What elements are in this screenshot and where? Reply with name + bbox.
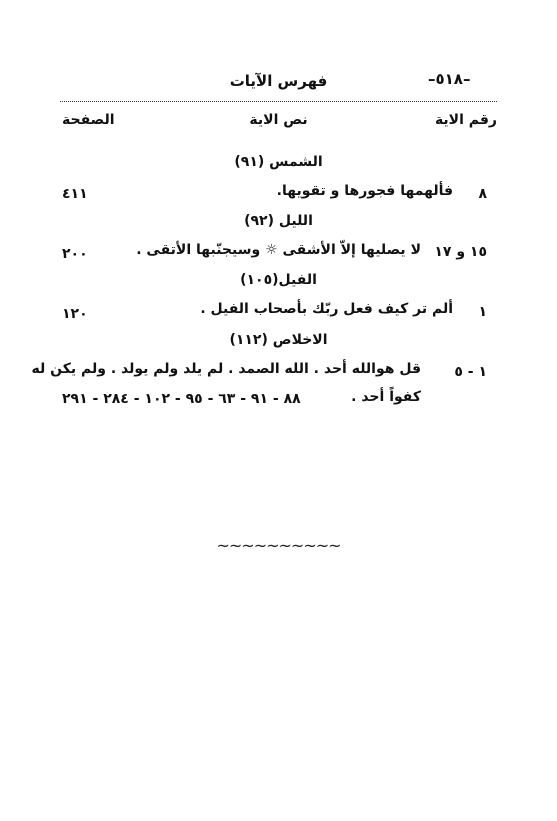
verse-number: ١ - ٥: [454, 364, 487, 380]
verse-number: ١٥ و ١٧: [434, 244, 487, 260]
surah-heading: الفيل(١٠٥): [240, 272, 317, 288]
running-title: فهرس الآيات: [229, 72, 328, 90]
verse-text: قل هوالله أحد . الله الصمد . لم يلد ولم يولد . ولم يكن له: [31, 361, 421, 377]
verse-text: فألهمها فجورها و تقويها.: [276, 183, 453, 199]
surah-heading: الليل (٩٢): [244, 213, 313, 229]
column-heading-verse-text: نص الاية: [249, 112, 308, 128]
page-number: –٥١٨–: [428, 70, 471, 88]
column-heading-page: الصفحة: [62, 112, 115, 128]
surah-heading: الاخلاص (١١٢): [229, 332, 328, 348]
verse-number: ٨: [478, 186, 487, 202]
page-reference: ٤١١: [62, 186, 88, 202]
header-divider: [60, 101, 497, 102]
surah-heading: الشمس (٩١): [234, 154, 323, 170]
verse-text-continued: كفواً أحد .: [351, 389, 421, 405]
column-heading-verse-number: رقم الاية: [434, 112, 497, 128]
verse-text: ألم تر كيف فعل ربّك بأصحاب الفيل .: [200, 301, 453, 317]
page-reference: ٨٨ - ٩١ - ٦٣ - ٩٥ - ١٠٢ - ٢٨٤ - ٢٩١: [62, 391, 301, 407]
end-ornament: ~~~~~~~~~~: [216, 536, 341, 555]
page-reference: ١٢٠: [62, 306, 88, 322]
verse-text: لا يصليها إلاّ الأشقى ☼ وسيجنّبها الأتقى .: [136, 242, 421, 258]
verse-number: ١: [478, 304, 487, 320]
page-reference: ٢٠٠: [62, 246, 88, 262]
